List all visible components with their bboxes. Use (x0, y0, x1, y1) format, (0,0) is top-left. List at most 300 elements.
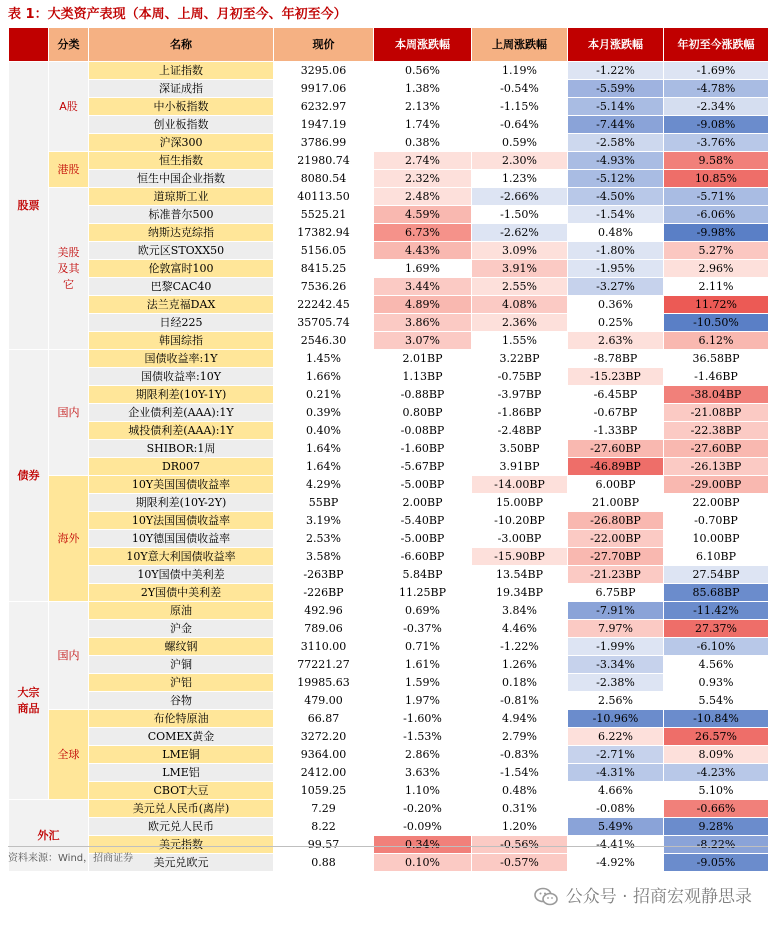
price-cell: 1.45% (274, 350, 374, 368)
ytd-change: -3.76% (664, 134, 769, 152)
week-change: -0.08BP (374, 422, 472, 440)
subcategory-cell: 港股 (49, 152, 89, 188)
table-row (9, 386, 769, 404)
last-week-change: 3.50BP (472, 440, 568, 458)
ytd-change: -6.10% (664, 638, 769, 656)
price-cell: 3.58% (274, 548, 374, 566)
asset-name: 期限利差(10Y-2Y) (89, 494, 274, 512)
table-row (9, 80, 769, 98)
asset-name: 美元兑欧元 (89, 854, 274, 872)
header-ytd: 年初至今涨跌幅 (664, 28, 769, 62)
category-cell: 外汇 (9, 800, 89, 872)
price-cell: 17382.94 (274, 224, 374, 242)
week-change: -5.67BP (374, 458, 472, 476)
price-cell: 8415.25 (274, 260, 374, 278)
subcategory-cell: 国内 (49, 602, 89, 710)
ytd-change: -11.42% (664, 602, 769, 620)
asset-performance-table-wrapper (8, 27, 768, 872)
ytd-change: -1.69% (664, 62, 769, 80)
ytd-change: -10.50% (664, 314, 769, 332)
price-cell: 492.96 (274, 602, 374, 620)
month-change: -3.27% (568, 278, 664, 296)
ytd-change: 2.11% (664, 278, 769, 296)
price-cell: 789.06 (274, 620, 374, 638)
month-change: 4.66% (568, 782, 664, 800)
ytd-change: 22.00BP (664, 494, 769, 512)
week-change: 0.34% (374, 836, 472, 854)
price-cell: 9364.00 (274, 746, 374, 764)
price-cell: 479.00 (274, 692, 374, 710)
week-change: 2.13% (374, 98, 472, 116)
table-row (9, 332, 769, 350)
table-row (9, 782, 769, 800)
month-change: -5.59% (568, 80, 664, 98)
asset-name: 10Y法国国债收益率 (89, 512, 274, 530)
table-row (9, 512, 769, 530)
week-change: -0.88BP (374, 386, 472, 404)
table-row (9, 638, 769, 656)
week-change: 1.38% (374, 80, 472, 98)
ytd-change: 85.68BP (664, 584, 769, 602)
ytd-change: 6.12% (664, 332, 769, 350)
price-cell: 66.87 (274, 710, 374, 728)
week-change: 1.59% (374, 674, 472, 692)
month-change: -3.34% (568, 656, 664, 674)
ytd-change: -10.84% (664, 710, 769, 728)
asset-name: CBOT大豆 (89, 782, 274, 800)
last-week-change: 4.46% (472, 620, 568, 638)
asset-name: 上证指数 (89, 62, 274, 80)
ytd-change: 4.56% (664, 656, 769, 674)
price-cell: 1947.19 (274, 116, 374, 134)
last-week-change: -0.57% (472, 854, 568, 872)
last-week-change: -0.75BP (472, 368, 568, 386)
asset-name: 国债收益率:1Y (89, 350, 274, 368)
ytd-change: 2.96% (664, 260, 769, 278)
last-week-change: 0.59% (472, 134, 568, 152)
last-week-change: -0.83% (472, 746, 568, 764)
month-change: -6.45BP (568, 386, 664, 404)
week-change: -6.60BP (374, 548, 472, 566)
month-change: -21.23BP (568, 566, 664, 584)
last-week-change: -1.50% (472, 206, 568, 224)
table-row (9, 710, 769, 728)
month-change: -4.50% (568, 188, 664, 206)
month-change: -4.93% (568, 152, 664, 170)
price-cell: 5525.21 (274, 206, 374, 224)
table-row (9, 134, 769, 152)
subcategory-cell: 全球 (49, 710, 89, 800)
table-row (9, 566, 769, 584)
brand-text: 公众号 · 招商宏观静思录 (565, 887, 752, 907)
week-change: -0.37% (374, 620, 472, 638)
month-change: -4.31% (568, 764, 664, 782)
table-row (9, 440, 769, 458)
last-week-change: 0.48% (472, 782, 568, 800)
asset-name: 沪金 (89, 620, 274, 638)
table-row (9, 242, 769, 260)
asset-name: 韩国综指 (89, 332, 274, 350)
last-week-change: 1.20% (472, 818, 568, 836)
asset-name: 期限利差(10Y-1Y) (89, 386, 274, 404)
last-week-change: 13.54BP (472, 566, 568, 584)
last-week-change: 0.18% (472, 674, 568, 692)
month-change: -1.54% (568, 206, 664, 224)
month-change: -1.99% (568, 638, 664, 656)
table-row (9, 674, 769, 692)
table-row (9, 584, 769, 602)
asset-name: 中小板指数 (89, 98, 274, 116)
price-cell: 1.66% (274, 368, 374, 386)
table-row (9, 422, 769, 440)
ytd-change: 5.27% (664, 242, 769, 260)
ytd-change: 27.37% (664, 620, 769, 638)
table-row (9, 152, 769, 170)
price-cell: 3295.06 (274, 62, 374, 80)
header-month: 本月涨跌幅 (568, 28, 664, 62)
last-week-change: -1.22% (472, 638, 568, 656)
week-change: 2.01BP (374, 350, 472, 368)
month-change: -7.91% (568, 602, 664, 620)
price-cell: 3786.99 (274, 134, 374, 152)
price-cell: 7.29 (274, 800, 374, 818)
last-week-change: -10.20BP (472, 512, 568, 530)
week-change: 0.38% (374, 134, 472, 152)
price-cell: 4.29% (274, 476, 374, 494)
ytd-change: -5.71% (664, 188, 769, 206)
week-change: 5.84BP (374, 566, 472, 584)
month-change: 0.36% (568, 296, 664, 314)
week-change: -1.60BP (374, 440, 472, 458)
ytd-change: 36.58BP (664, 350, 769, 368)
last-week-change: 0.31% (472, 800, 568, 818)
last-week-change: 3.91% (472, 260, 568, 278)
table-row (9, 692, 769, 710)
month-change: -4.41% (568, 836, 664, 854)
ytd-change: -0.66% (664, 800, 769, 818)
table-row (9, 458, 769, 476)
week-change: -0.20% (374, 800, 472, 818)
price-cell: 3.19% (274, 512, 374, 530)
last-week-change: 3.09% (472, 242, 568, 260)
month-change: 6.22% (568, 728, 664, 746)
last-week-change: -3.97BP (472, 386, 568, 404)
ytd-change: 10.00BP (664, 530, 769, 548)
month-change: 0.25% (568, 314, 664, 332)
brand-watermark (534, 882, 752, 912)
ytd-change: 10.85% (664, 170, 769, 188)
month-change: -7.44% (568, 116, 664, 134)
category-cell: 债券 (9, 350, 49, 602)
week-change: 2.86% (374, 746, 472, 764)
last-week-change: -2.62% (472, 224, 568, 242)
table-row (9, 278, 769, 296)
ytd-change: -9.98% (664, 224, 769, 242)
week-change: -0.09% (374, 818, 472, 836)
price-cell: 19985.63 (274, 674, 374, 692)
month-change: -2.58% (568, 134, 664, 152)
last-week-change: 3.84% (472, 602, 568, 620)
subcategory-cell: 海外 (49, 476, 89, 602)
last-week-change: -1.54% (472, 764, 568, 782)
table-row (9, 728, 769, 746)
month-change: -27.70BP (568, 548, 664, 566)
subcategory-cell: 国内 (49, 350, 89, 476)
month-change: -1.33BP (568, 422, 664, 440)
month-change: -26.80BP (568, 512, 664, 530)
last-week-change: -15.90BP (472, 548, 568, 566)
table-row (9, 656, 769, 674)
asset-name: 布伦特原油 (89, 710, 274, 728)
week-change: 0.69% (374, 602, 472, 620)
asset-name: 创业板指数 (89, 116, 274, 134)
table-row (9, 170, 769, 188)
week-change: 3.86% (374, 314, 472, 332)
category-cell: 大宗商品 (9, 602, 49, 800)
asset-name: 道琼斯工业 (89, 188, 274, 206)
last-week-change: -0.81% (472, 692, 568, 710)
source-note: 资料来源：Wind，招商证券 (8, 853, 134, 864)
table-row (9, 224, 769, 242)
price-cell: -226BP (274, 584, 374, 602)
week-change: -1.60% (374, 710, 472, 728)
category-cell: 股票 (9, 62, 49, 350)
week-change: 3.44% (374, 278, 472, 296)
week-change: 2.74% (374, 152, 472, 170)
week-change: 1.74% (374, 116, 472, 134)
ytd-change: -0.70BP (664, 512, 769, 530)
asset-name: LME铝 (89, 764, 274, 782)
table-row (9, 62, 769, 80)
price-cell: 21980.74 (274, 152, 374, 170)
month-change: 21.00BP (568, 494, 664, 512)
ytd-change: -2.34% (664, 98, 769, 116)
table-row (9, 350, 769, 368)
month-change: 2.56% (568, 692, 664, 710)
month-change: -1.80% (568, 242, 664, 260)
last-week-change: -0.56% (472, 836, 568, 854)
ytd-change: -29.00BP (664, 476, 769, 494)
asset-name: 日经225 (89, 314, 274, 332)
asset-name: 城投债利差(AAA):1Y (89, 422, 274, 440)
asset-name: SHIBOR:1周 (89, 440, 274, 458)
ytd-change: -27.60BP (664, 440, 769, 458)
asset-name: 原油 (89, 602, 274, 620)
week-change: 3.63% (374, 764, 472, 782)
month-change: -1.22% (568, 62, 664, 80)
week-change: 1.61% (374, 656, 472, 674)
month-change: -8.78BP (568, 350, 664, 368)
price-cell: 55BP (274, 494, 374, 512)
header-name: 名称 (89, 28, 274, 62)
table-bottom-line (8, 846, 768, 847)
asset-name: 欧元兑人民币 (89, 818, 274, 836)
asset-name: COMEX黄金 (89, 728, 274, 746)
header-last-week: 上周涨跌幅 (472, 28, 568, 62)
asset-name: 美元兑人民币(离岸) (89, 800, 274, 818)
last-week-change: -1.15% (472, 98, 568, 116)
month-change: -46.89BP (568, 458, 664, 476)
table-row (9, 206, 769, 224)
last-week-change: 2.36% (472, 314, 568, 332)
month-change: -22.00BP (568, 530, 664, 548)
price-cell: 6232.97 (274, 98, 374, 116)
last-week-change: 2.55% (472, 278, 568, 296)
asset-performance-table (8, 27, 769, 872)
month-change: -15.23BP (568, 368, 664, 386)
asset-name: 恒生指数 (89, 152, 274, 170)
asset-name: 国债收益率:10Y (89, 368, 274, 386)
month-change: -5.14% (568, 98, 664, 116)
table-row (9, 296, 769, 314)
last-week-change: -2.66% (472, 188, 568, 206)
month-change: -0.08% (568, 800, 664, 818)
price-cell: 40113.50 (274, 188, 374, 206)
table-row (9, 746, 769, 764)
asset-name: 恒生中国企业指数 (89, 170, 274, 188)
price-cell: 35705.74 (274, 314, 374, 332)
last-week-change: -14.00BP (472, 476, 568, 494)
price-cell: 2546.30 (274, 332, 374, 350)
ytd-change: -8.22% (664, 836, 769, 854)
week-change: 3.07% (374, 332, 472, 350)
asset-name: 法兰克福DAX (89, 296, 274, 314)
week-change: 1.69% (374, 260, 472, 278)
table-row (9, 404, 769, 422)
last-week-change: 19.34BP (472, 584, 568, 602)
month-change: -1.95% (568, 260, 664, 278)
week-change: 1.13BP (374, 368, 472, 386)
price-cell: 8.22 (274, 818, 374, 836)
week-change: 11.25BP (374, 584, 472, 602)
subcategory-cell: A股 (49, 62, 89, 152)
ytd-change: 8.09% (664, 746, 769, 764)
price-cell: 3110.00 (274, 638, 374, 656)
week-change: 0.10% (374, 854, 472, 872)
table-row (9, 818, 769, 836)
header-price: 现价 (274, 28, 374, 62)
ytd-change: 6.10BP (664, 548, 769, 566)
ytd-change: -4.78% (664, 80, 769, 98)
asset-name: 标准普尔500 (89, 206, 274, 224)
last-week-change: -0.64% (472, 116, 568, 134)
ytd-change: 5.54% (664, 692, 769, 710)
asset-name: 谷物 (89, 692, 274, 710)
week-change: 0.56% (374, 62, 472, 80)
last-week-change: 15.00BP (472, 494, 568, 512)
price-cell: 77221.27 (274, 656, 374, 674)
ytd-change: -4.23% (664, 764, 769, 782)
ytd-change: -1.46BP (664, 368, 769, 386)
price-cell: 7536.26 (274, 278, 374, 296)
price-cell: 9917.06 (274, 80, 374, 98)
week-change: 4.89% (374, 296, 472, 314)
week-change: 6.73% (374, 224, 472, 242)
asset-name: 10Y德国国债收益率 (89, 530, 274, 548)
header-week: 本周涨跌幅 (374, 28, 472, 62)
asset-name: 深证成指 (89, 80, 274, 98)
table-body (9, 62, 769, 872)
asset-name: 美元指数 (89, 836, 274, 854)
price-cell: 5156.05 (274, 242, 374, 260)
ytd-change: 11.72% (664, 296, 769, 314)
price-cell: 3272.20 (274, 728, 374, 746)
week-change: 1.10% (374, 782, 472, 800)
asset-name: 欧元区STOXX50 (89, 242, 274, 260)
header-category: 分类 (49, 28, 89, 62)
table-title: 表 1：大类资产表现（本周、上周、月初至今、年初至今） (8, 7, 347, 22)
header-blank (9, 28, 49, 62)
asset-name: 10Y国债中美利差 (89, 566, 274, 584)
asset-name: 沪铜 (89, 656, 274, 674)
price-cell: 0.88 (274, 854, 374, 872)
week-change: 0.71% (374, 638, 472, 656)
ytd-change: 0.93% (664, 674, 769, 692)
asset-name: 10Y意大利国债收益率 (89, 548, 274, 566)
table-row (9, 800, 769, 818)
price-cell: 22242.45 (274, 296, 374, 314)
ytd-change: -9.08% (664, 116, 769, 134)
month-change: 7.97% (568, 620, 664, 638)
last-week-change: 2.30% (472, 152, 568, 170)
last-week-change: 1.55% (472, 332, 568, 350)
table-row (9, 98, 769, 116)
asset-name: 伦敦富时100 (89, 260, 274, 278)
table-row (9, 602, 769, 620)
price-cell: 1.64% (274, 458, 374, 476)
asset-name: 2Y国债中美利差 (89, 584, 274, 602)
table-row (9, 368, 769, 386)
asset-name: DR007 (89, 458, 274, 476)
last-week-change: -1.86BP (472, 404, 568, 422)
asset-name: 企业债利差(AAA):1Y (89, 404, 274, 422)
month-change: -2.38% (568, 674, 664, 692)
last-week-change: 4.08% (472, 296, 568, 314)
ytd-change: 27.54BP (664, 566, 769, 584)
price-cell: 1059.25 (274, 782, 374, 800)
month-change: -10.96% (568, 710, 664, 728)
last-week-change: 3.22BP (472, 350, 568, 368)
ytd-change: -38.04BP (664, 386, 769, 404)
ytd-change: -6.06% (664, 206, 769, 224)
week-change: -5.40BP (374, 512, 472, 530)
week-change: 4.59% (374, 206, 472, 224)
table-row (9, 530, 769, 548)
last-week-change: -3.00BP (472, 530, 568, 548)
header-row (9, 28, 769, 62)
asset-name: 10Y美国国债收益率 (89, 476, 274, 494)
ytd-change: 9.58% (664, 152, 769, 170)
price-cell: 99.57 (274, 836, 374, 854)
month-change: 6.00BP (568, 476, 664, 494)
ytd-change: -26.13BP (664, 458, 769, 476)
week-change: 2.00BP (374, 494, 472, 512)
last-week-change: 4.94% (472, 710, 568, 728)
asset-name: 沪铝 (89, 674, 274, 692)
week-change: 0.80BP (374, 404, 472, 422)
last-week-change: -0.54% (472, 80, 568, 98)
month-change: -2.71% (568, 746, 664, 764)
asset-name: 巴黎CAC40 (89, 278, 274, 296)
table-row (9, 260, 769, 278)
last-week-change: 1.23% (472, 170, 568, 188)
table-row (9, 476, 769, 494)
asset-name: 沪深300 (89, 134, 274, 152)
price-cell: 8080.54 (274, 170, 374, 188)
table-row (9, 620, 769, 638)
price-cell: 0.39% (274, 404, 374, 422)
month-change: 0.48% (568, 224, 664, 242)
